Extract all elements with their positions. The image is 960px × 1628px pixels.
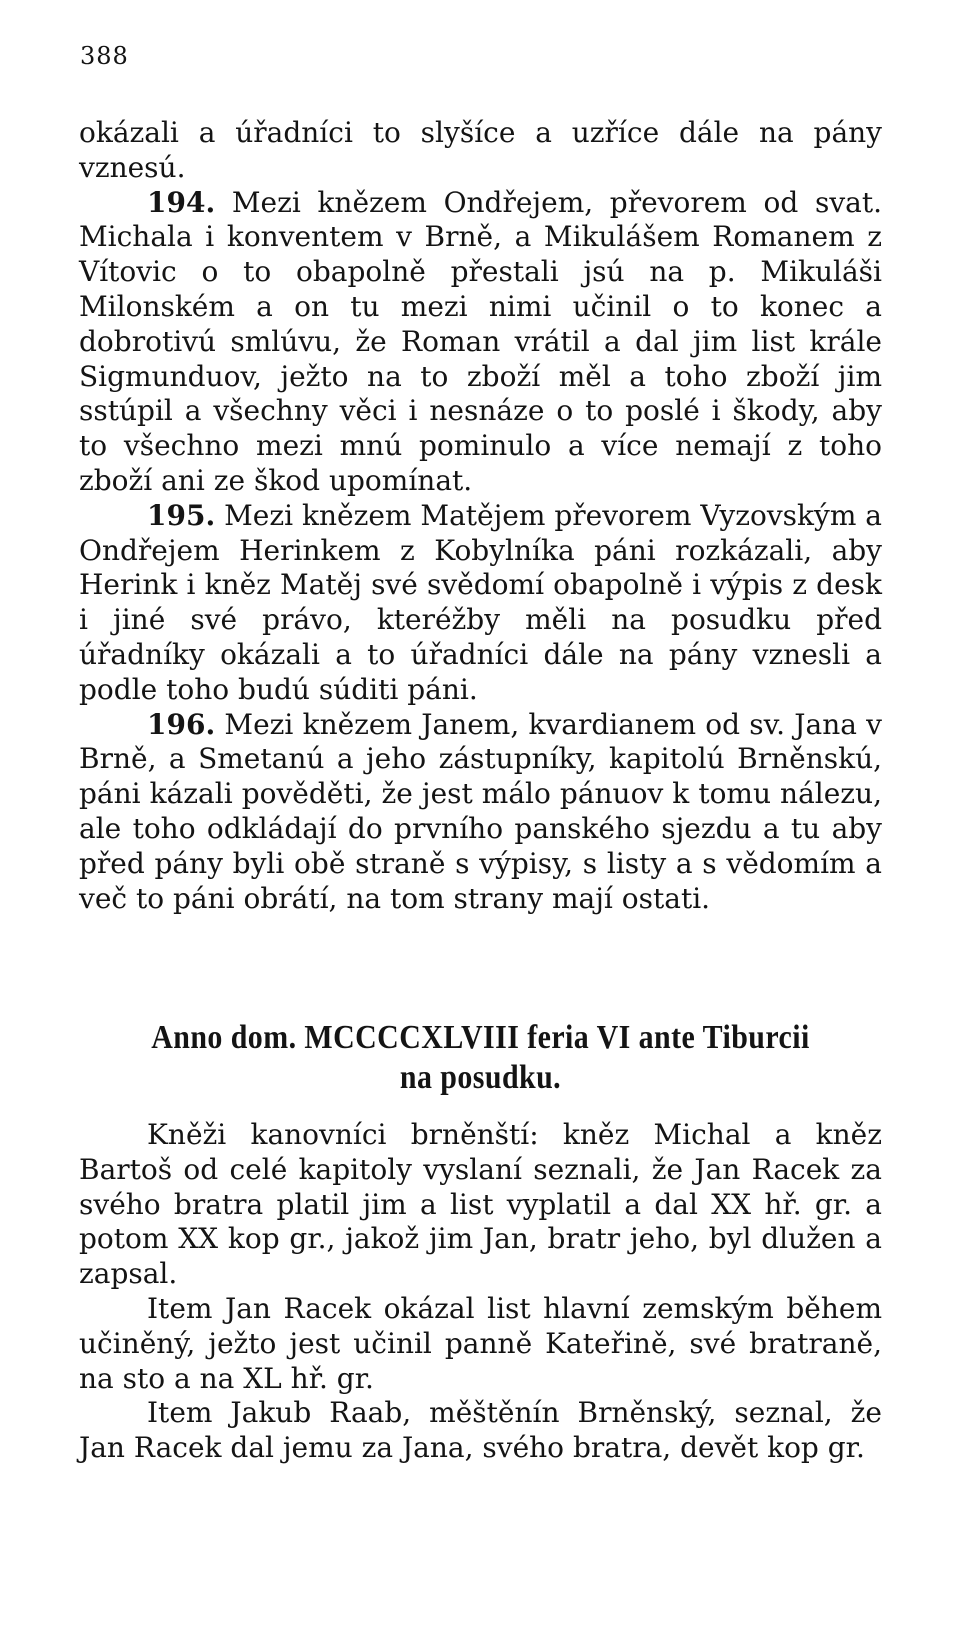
paragraph-text: Mezi knězem Ondřejem, převorem od svat. Michala i konventem v Brně, a Mikulášem Romanem z Vítovic o to obapolně přestali jsú na p. Mikuláši Milonském a on tu mezi nimi učinil o to konec a dobrotivú smlúvu, že Roman vrátil a dal jim list krále Sigmunduov, ježto na to zboží měl a toho zboží jim sstúpil a všechny věci i nesnáze o to poslé i škody, aby to všechno mezi mnú pominulo a více nemají z toho zboží ani ze škod upomínat. [79,185,882,497]
paragraph-195 [79,499,882,708]
paragraph-196 [79,708,882,917]
paragraph-kanovnici: Kněži kanovníci brněnští: kněz Michal a kněz Bartoš od celé kapitoly vyslaní seznali, že Jan Racek za svého bratra platil jim a list vyplatil a dal XX hř. gr. a potom XX kop gr., jakož jim Jan, bratr jeho, byl dlužen a zapsal. [79,1118,882,1291]
paragraph-number: 194. [147,185,216,219]
article-text-bottom [79,1118,882,1466]
section-heading-line-2: na posudku. [399,1059,562,1096]
paragraph-number: 195. [147,498,216,532]
paragraph-text: okázali a úřadníci to slyšíce a uzříce dále na pány vznesú. [79,116,882,184]
paragraph-continuation [79,116,882,186]
section-heading [127,1018,834,1098]
paragraph-194 [79,186,882,499]
page-number: 388 [80,42,129,70]
paragraph-item-racek: Item Jan Racek okázal list hlavní zemským během učiněný, ježto jest učinil panně Kateřině, své bratraně, na sto a na XL hř. gr. [79,1291,882,1395]
paragraph-text: Mezi knězem Janem, kvardianem od sv. Jana v Brně, a Smetanú a jeho zástupníky, kapitolú Brněnskú, páni kázali pověděti, že jest málo pánuov k tomu nálezu, ale toho odkládají do prvního panského sjezdu a tu aby před pány byli obě straně s výpisy, s listy a s vědomím a več to páni obrátí, na tom strany mají ostati. [79,707,882,915]
paragraph-item-raab: Item Jakub Raab, měštěnín Brněnský, seznal, že Jan Racek dal jemu za Jana, svého bratra, devět kop gr. [79,1396,882,1465]
article-text-top [79,116,882,916]
paragraph-text: Mezi knězem Matějem převorem Vyzovským a Ondřejem Herinkem z Kobylníka páni rozkázali, aby Herink i kněz Matěj své svědomí obapolně i výpis z desk i jiné své právo, kteréžby měli na posudku před úřadníky okázali a to úřadníci dále na pány vznesli a podle toho budú súditi páni. [79,498,882,706]
paragraph-number: 196. [147,707,216,741]
section-heading-line-1: Anno dom. MCCCCXLVIII feria VI ante Tiburcii [151,1019,810,1056]
